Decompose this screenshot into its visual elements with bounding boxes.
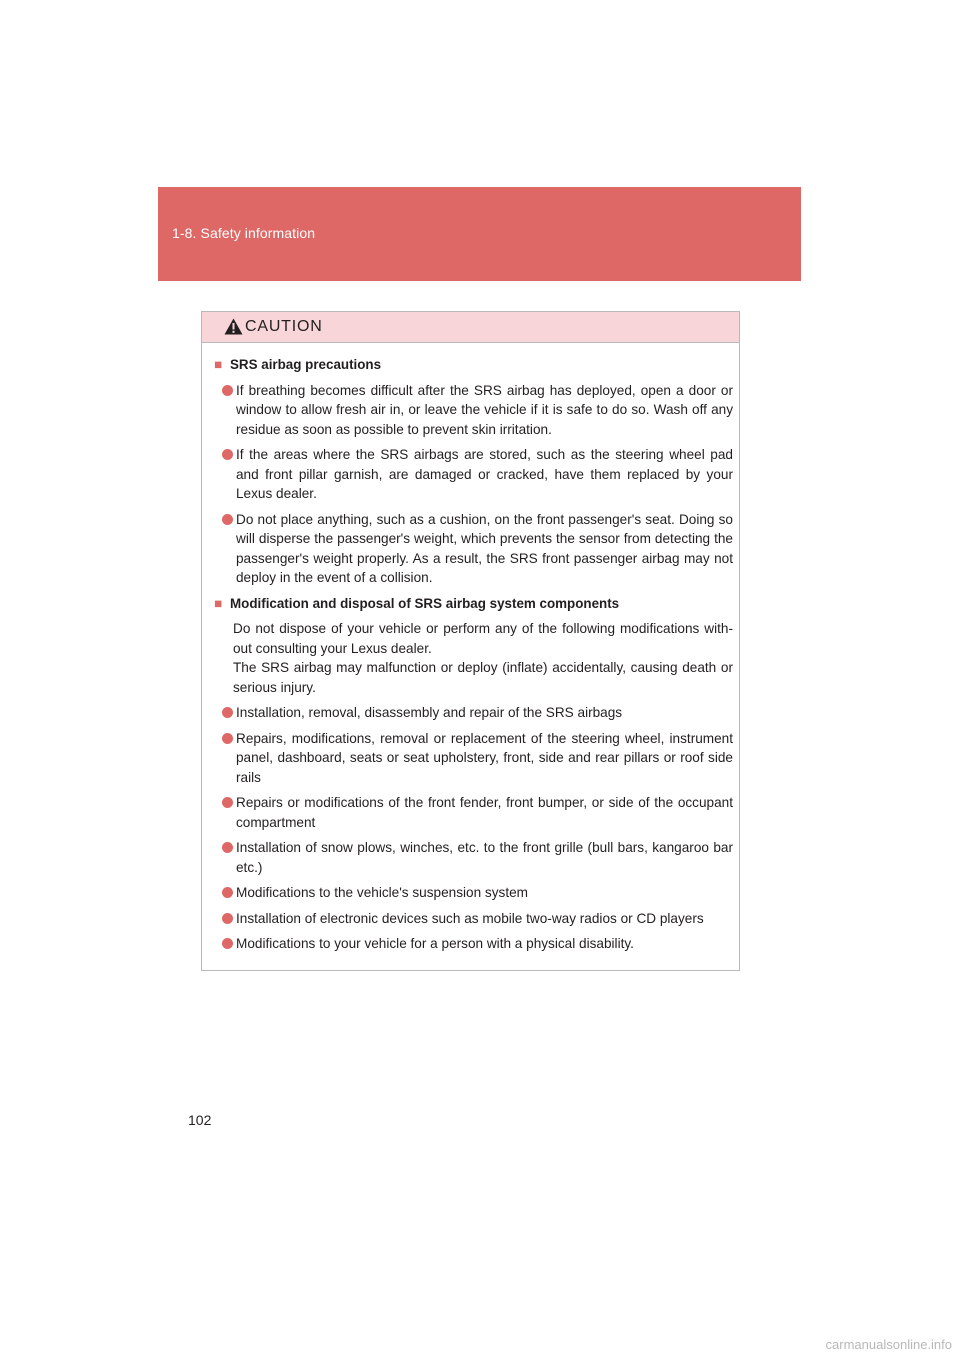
section-title: 1-8. Safety information: [172, 225, 316, 241]
list-item: Installation of electronic devices such as mobile two-way radios or CD players: [222, 909, 733, 929]
list-item: If the areas where the SRS airbags are stored, such as the steering wheel pad and front pillar garnish, are damaged or cracked, have them replaced by your Lexus dealer.: [222, 445, 733, 504]
section-heading-text: Modification and disposal of SRS airbag system components: [230, 595, 620, 611]
bullet-dot-icon: [222, 733, 233, 744]
section-heading: [214, 594, 733, 614]
caution-label: CAUTION: [245, 318, 323, 335]
list-item: Modifications to your vehicle for a person with a physical disability.: [222, 934, 733, 954]
header-band: [158, 187, 801, 281]
section-heading-text: SRS airbag precautions: [230, 357, 382, 372]
list-item: Modifications to the vehicle's suspension system: [222, 883, 733, 903]
list-item: Repairs, modifications, removal or replacement of the steering wheel, instrument panel, dashboard, seats or seat upholstery, front, side and rear pillars or roof side rails: [222, 729, 733, 788]
list-item: Do not place anything, such as a cushion, on the front passenger's seat. Doing so will disperse the passenger's weight, which prevents the sensor from detecting the passenger's weight properly. As a result, the SRS front passenger airbag may not deploy in the event of a collision.: [222, 510, 733, 588]
caution-body: [202, 343, 739, 954]
bullet-dot-icon: [222, 913, 233, 924]
page-number: 102: [188, 1112, 212, 1128]
warning-triangle-icon: [224, 318, 243, 335]
list-item: Repairs or modifications of the front fender, front bumper, or side of the occupant compartment: [222, 793, 733, 832]
caution-header: [202, 312, 739, 343]
bullet-dot-icon: [222, 842, 233, 853]
bullet-dot-icon: [222, 385, 233, 396]
bullet-dot-icon: [222, 797, 233, 808]
bullet-dot-icon: [222, 707, 233, 718]
list-item: If breathing becomes difficult after the SRS airbag has deployed, open a door or window to allow fresh air in, or leave the vehicle if it is safe to do so. Wash off any residue as soon as possible to prevent skin irritation.: [222, 381, 733, 440]
bullet-dot-icon: [222, 514, 233, 525]
caution-box: [201, 311, 740, 971]
bullet-dot-icon: [222, 938, 233, 949]
paragraph: Do not dispose of your vehicle or perform any of the following modifications with-out consulting your Lexus dealer.: [233, 621, 733, 656]
list-item: Installation, removal, disassembly and repair of the SRS airbags: [222, 703, 733, 723]
bullet-dot-icon: [222, 449, 233, 460]
list-item: Installation of snow plows, winches, etc. to the front grille (bull bars, kangaroo bar etc.): [222, 838, 733, 877]
square-bullet-icon: ■: [214, 595, 223, 611]
bullet-dot-icon: [222, 887, 233, 898]
watermark: carmanualsonline.info: [825, 1337, 952, 1352]
square-bullet-icon: ■: [214, 357, 223, 372]
paragraph: The SRS airbag may malfunction or deploy (inflate) accidentally, causing death or serious injury.: [233, 660, 733, 695]
section-heading: [214, 355, 733, 375]
